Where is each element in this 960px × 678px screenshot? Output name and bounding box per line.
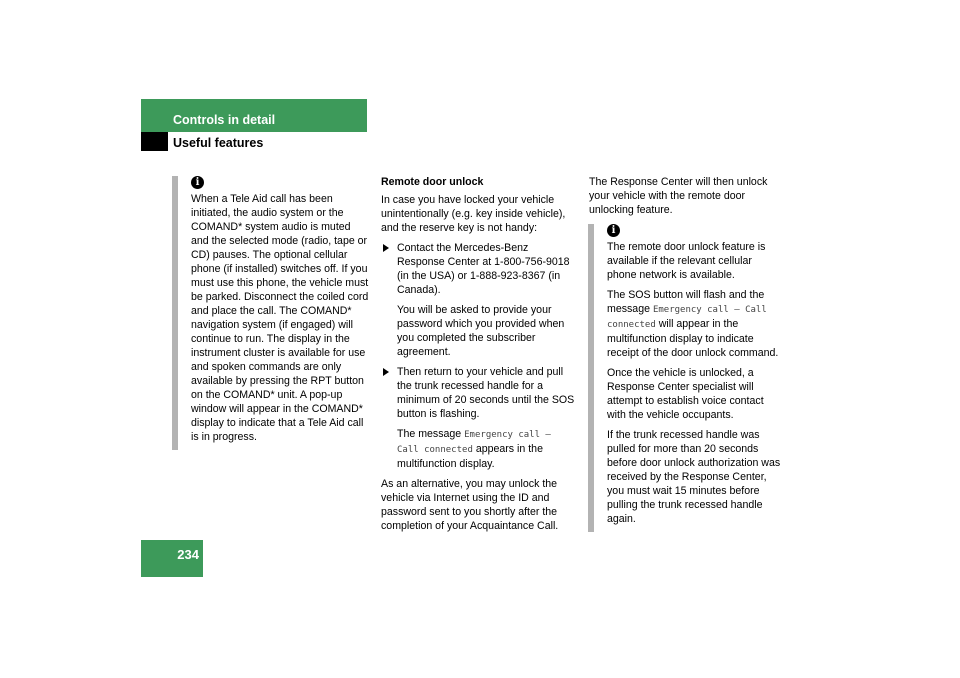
bullet-arrow-icon xyxy=(383,368,389,376)
step-message-note xyxy=(381,427,577,471)
bullet-arrow-icon xyxy=(383,244,389,252)
remote-door-unlock-intro: In case you have locked your vehicle unintentionally (e.g. key inside vehicle), and the reserve key is not handy: xyxy=(381,194,566,234)
tele-aid-note xyxy=(172,176,369,450)
note-network-availability: The remote door unlock feature is available if the relevant cellular phone network is available. xyxy=(607,241,766,281)
tele-aid-note-text: When a Tele Aid call has been initiated, the audio system or the COMAND* system audio is muted and the selected mode (radio, tape or CD) pauses. The optional cellular phone (if installed) switches off. If you must use this phone, the vehicle must be parked. Disconnect the coiled cord and place the call. The COMAND* navigation system (if engaged) will continue to run. The display in the instrument cluster is available for use and spoken commands are only available by pressing the RPT button on the COMAND* unit. A pop-up window will appear in the COMAND* display to indicate that a Tele Aid call is in progress. xyxy=(191,193,369,443)
display-message: Emergency call – Call connected xyxy=(607,305,767,330)
header-marker xyxy=(141,132,168,151)
note-voice-contact: Once the vehicle is unlocked, a Response Center specialist will attempt to establish voice contact with the vehicle occupants. xyxy=(607,367,764,421)
step-password-note: You will be asked to provide your password which you provided when you completed the subscriber agreement. xyxy=(397,304,565,358)
internet-unlock-paragraph: As an alternative, you may unlock the vehicle via Internet using the ID and password sent to you shortly after the completion of your Acquaintance Call. xyxy=(381,478,559,532)
page-number: 234 xyxy=(177,547,199,562)
message-suffix: appears in the multifunction display. xyxy=(397,443,543,470)
section-subtitle: Useful features xyxy=(173,136,264,150)
info-icon: i xyxy=(191,176,204,189)
info-icon: i xyxy=(607,224,620,237)
note-sos-flash xyxy=(607,288,784,360)
message-prefix: The message xyxy=(397,428,462,440)
display-message: Emergency call – Call connected xyxy=(397,430,551,455)
remote-door-unlock-heading: Remote door unlock xyxy=(381,176,484,188)
response-center-intro: The Response Center will then unlock your vehicle with the remote door unlocking feature. xyxy=(589,176,768,216)
step-text: Contact the Mercedes-Benz Response Center at 1-800-756-9018 (in the USA) or 1-888-923-8367 (in Canada). xyxy=(397,242,570,296)
response-center-section xyxy=(589,175,785,223)
note-text: will appear in the multifunction display to indicate receipt of the door unlock command. xyxy=(607,318,779,359)
step-text: Then return to your vehicle and pull the trunk recessed handle for a minimum of 20 seconds until the SOS button is flashing. xyxy=(397,366,575,420)
remote-unlock-note xyxy=(588,224,784,532)
step-pull-trunk-handle xyxy=(381,365,577,421)
remote-door-unlock-section xyxy=(381,175,577,539)
note-wait-period: If the trunk recessed handle was pulled for more than 20 seconds before door unlock authorization was received by the Response Center, you must wait 15 minutes before pulling the trunk recessed handle again. xyxy=(607,429,781,525)
step-contact-response-center xyxy=(381,241,577,297)
section-title: Controls in detail xyxy=(173,113,276,127)
note-text: The SOS button will flash and the message xyxy=(607,289,765,315)
